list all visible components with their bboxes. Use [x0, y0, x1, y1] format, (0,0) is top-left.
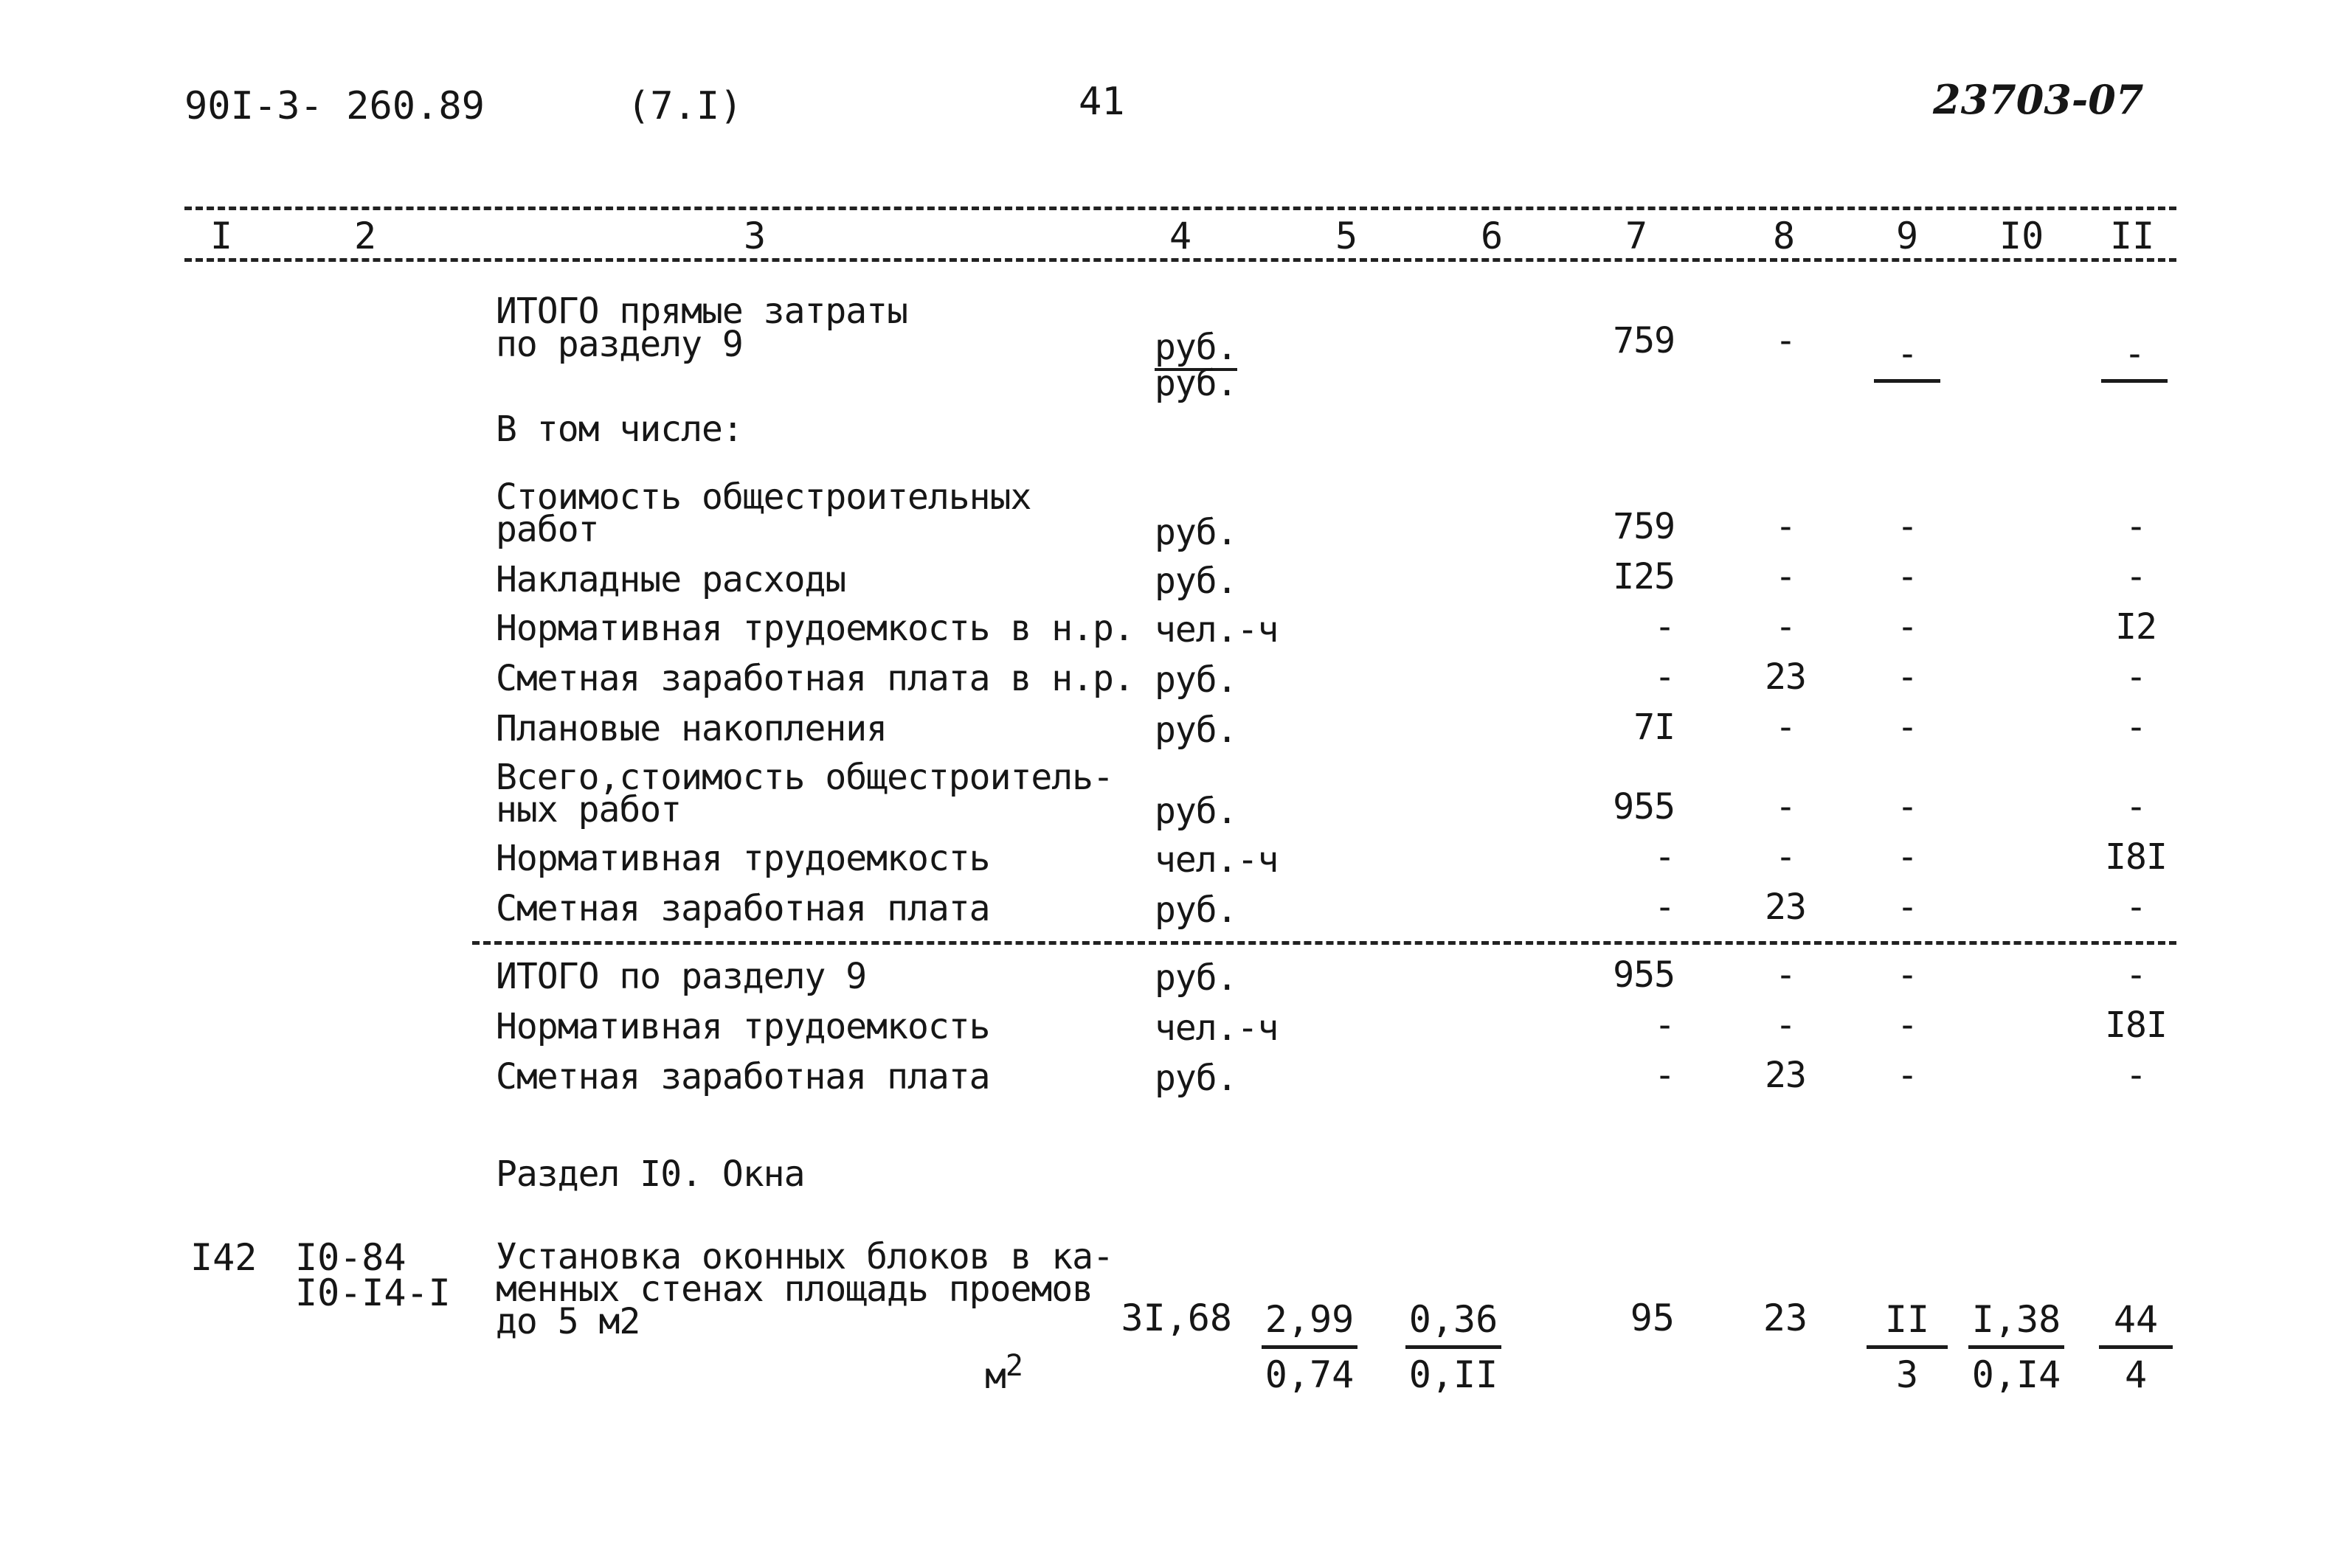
total-unit: руб.	[1155, 1058, 1237, 1099]
row-col9: -	[1897, 707, 1917, 748]
item-reference-2: I0-I4-I	[295, 1272, 451, 1314]
item-col5-fraction	[1262, 1298, 1357, 1396]
row-col9: -	[1897, 836, 1917, 878]
row-unit: руб.	[1155, 561, 1237, 602]
row-unit: чел.-ч	[1155, 609, 1279, 651]
header-top-rule	[184, 207, 2176, 210]
row-name: Всего,стоимость общестроитель-	[496, 757, 1113, 798]
row-unit: руб.	[1155, 512, 1237, 553]
column-header-11: II	[2110, 215, 2155, 257]
item-col9-fraction	[1867, 1298, 1948, 1396]
row-col11: -	[2126, 887, 2146, 928]
item-col6-top: 0,36	[1408, 1298, 1498, 1341]
column-header-1: I	[210, 215, 233, 257]
row-name: Стоимость общестроительных	[496, 476, 1031, 518]
row-col8: 23	[1765, 887, 1806, 928]
summary-title-line2: по разделу 9	[496, 324, 743, 365]
section-reference: (7.I)	[627, 84, 743, 128]
row-name-continued: ных работ	[496, 789, 682, 830]
summary-col8: -	[1775, 320, 1796, 361]
row-col9: -	[1897, 786, 1917, 828]
fraction-line	[1867, 1345, 1948, 1349]
total-name: Сметная заработная плата	[496, 1056, 990, 1097]
total-col11: -	[2126, 954, 2146, 996]
row-col9: -	[1897, 506, 1917, 547]
row-col8: -	[1775, 836, 1796, 878]
total-unit: чел.-ч	[1155, 1007, 1279, 1049]
item-description-line1: Установка оконных блоков в ка-	[496, 1236, 1113, 1277]
summary-col11-fraction	[2101, 333, 2168, 387]
row-name-continued: работ	[496, 509, 599, 550]
summary-unit-bottom: руб.	[1155, 363, 1237, 404]
document-number: 90I-3- 260.89	[184, 84, 485, 128]
item-col11-bottom: 4	[2124, 1353, 2148, 1396]
item-col6-bottom: 0,II	[1408, 1353, 1498, 1396]
row-col11: -	[2126, 506, 2146, 547]
row-col7: -	[1654, 606, 1675, 648]
row-unit: руб.	[1155, 889, 1237, 931]
item-col4: 3I,68	[1121, 1297, 1232, 1339]
row-col7: 955	[1613, 786, 1675, 828]
column-header-6: 6	[1480, 215, 1504, 257]
fraction-line	[2099, 1345, 2173, 1349]
total-col8: -	[1775, 1005, 1796, 1046]
row-name: Нормативная трудоемкость в н.р.	[496, 608, 1134, 649]
row-col8: -	[1775, 606, 1796, 648]
total-col7: -	[1654, 1055, 1675, 1096]
row-col11: I8I	[2105, 836, 2167, 878]
column-header-8: 8	[1772, 215, 1796, 257]
total-col9: -	[1897, 1055, 1917, 1096]
item-col5-top: 2,99	[1265, 1298, 1355, 1341]
total-unit: руб.	[1155, 957, 1237, 999]
row-unit: руб.	[1155, 791, 1237, 832]
item-reference-1: I0-84	[295, 1236, 407, 1279]
row-col11: I2	[2115, 606, 2156, 648]
row-col8: -	[1775, 506, 1796, 547]
total-name: Нормативная трудоемкость	[496, 1006, 990, 1047]
summary-col9-fraction	[1874, 333, 1940, 387]
fraction-line	[1262, 1345, 1357, 1349]
column-header-5: 5	[1335, 215, 1358, 257]
summary-col11: -	[2124, 333, 2145, 375]
item-col5-bottom: 0,74	[1265, 1353, 1355, 1396]
fraction-line	[2101, 379, 2168, 383]
total-col8: -	[1775, 954, 1796, 996]
row-col7: 7I	[1633, 707, 1675, 748]
column-header-7: 7	[1625, 215, 1648, 257]
row-unit: руб.	[1155, 710, 1237, 751]
row-col7: I25	[1613, 556, 1675, 597]
total-col9: -	[1897, 1005, 1917, 1046]
row-col8: -	[1775, 707, 1796, 748]
total-col7: -	[1654, 1005, 1675, 1046]
row-name: Плановые накопления	[496, 708, 888, 749]
total-col9: -	[1897, 954, 1917, 996]
row-unit: руб.	[1155, 659, 1237, 701]
item-col11-top: 44	[2113, 1298, 2159, 1341]
column-header-3: 3	[743, 215, 767, 257]
row-col7: -	[1654, 836, 1675, 878]
item-col9-bottom: 3	[1895, 1353, 1919, 1396]
item-unit	[985, 1349, 1023, 1397]
item-description-line3: до 5 м2	[496, 1301, 640, 1342]
item-col6-fraction	[1405, 1298, 1501, 1396]
item-col7: 95	[1630, 1297, 1675, 1339]
item-description-line2: менных стенах площадь проемов	[496, 1269, 1093, 1310]
row-unit: чел.-ч	[1155, 839, 1279, 881]
fraction-line	[1874, 379, 1940, 383]
row-col7: -	[1654, 887, 1675, 928]
total-col11: -	[2126, 1055, 2146, 1096]
item-col10-fraction	[1968, 1298, 2064, 1396]
row-col8: -	[1775, 786, 1796, 828]
row-col9: -	[1897, 656, 1917, 698]
item-col8: 23	[1763, 1297, 1808, 1339]
summary-col9: -	[1897, 333, 1917, 375]
item-unit-exponent: 2	[1005, 1349, 1023, 1383]
row-col8: 23	[1765, 656, 1806, 698]
totals-separator	[472, 941, 2176, 945]
summary-title-line1: ИТОГО прямые затраты	[496, 291, 907, 332]
row-name: Нормативная трудоемкость	[496, 838, 990, 879]
row-name: Сметная заработная плата	[496, 888, 990, 929]
item-unit-base: м	[985, 1356, 1006, 1397]
total-col11: I8I	[2105, 1005, 2167, 1046]
row-col7: 759	[1613, 506, 1675, 547]
row-col9: -	[1897, 556, 1917, 597]
column-header-4: 4	[1169, 215, 1192, 257]
row-col11: -	[2126, 786, 2146, 828]
row-name: Сметная заработная плата в н.р.	[496, 658, 1134, 699]
item-col11-fraction	[2099, 1298, 2173, 1396]
item-col10-top: I,38	[1971, 1298, 2061, 1341]
summary-unit-top: руб.	[1155, 330, 1237, 371]
item-col10-bottom: 0,I4	[1971, 1353, 2061, 1396]
row-name: Накладные расходы	[496, 559, 846, 600]
summary-col7: 759	[1613, 320, 1675, 361]
row-col11: -	[2126, 656, 2146, 698]
column-header-2: 2	[353, 215, 377, 257]
page-number: 41	[1079, 80, 1125, 124]
item-number: I42	[190, 1236, 257, 1279]
row-col8: -	[1775, 556, 1796, 597]
total-col7: 955	[1613, 954, 1675, 996]
including-label: В том числе:	[496, 409, 743, 450]
fraction-line	[1968, 1345, 2064, 1349]
total-col8: 23	[1765, 1055, 1806, 1096]
row-col11: -	[2126, 707, 2146, 748]
item-col9-top: II	[1884, 1298, 1930, 1341]
column-header-9: 9	[1895, 215, 1919, 257]
fraction-line	[1405, 1345, 1501, 1349]
archive-code: 23703-07	[1933, 76, 2144, 123]
total-name: ИТОГО по разделу 9	[496, 956, 867, 997]
column-header-10: I0	[1999, 215, 2044, 257]
row-col9: -	[1897, 606, 1917, 648]
row-col9: -	[1897, 887, 1917, 928]
section-title: Раздел I0. Окна	[496, 1154, 805, 1195]
header-bottom-rule	[184, 258, 2176, 262]
row-col11: -	[2126, 556, 2146, 597]
row-col7: -	[1654, 656, 1675, 698]
